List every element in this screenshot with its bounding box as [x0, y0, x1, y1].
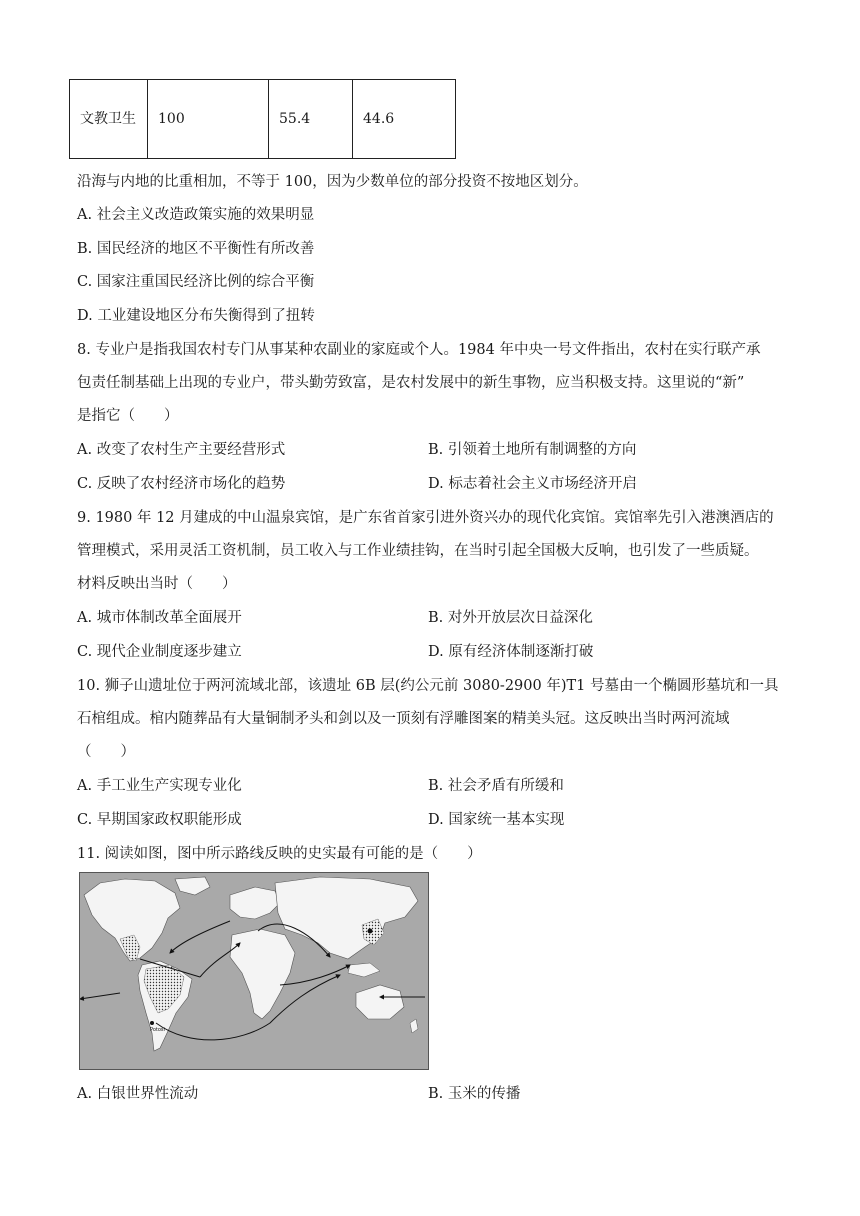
q8-option-b[interactable]: B. 引领着土地所有制调整的方向 — [428, 442, 637, 458]
q9-option-a[interactable]: A. 城市体制改革全面展开 — [77, 610, 242, 626]
q8-stem-line: 8. 专业户是指我国农村专门从事某种农副业的家庭或个人。1984 年中央一号文件指出，农村在实行联产承 — [77, 342, 761, 358]
q9-option-c[interactable]: C. 现代企业制度逐步建立 — [77, 644, 242, 660]
q10-stem-line: （ ） — [77, 744, 135, 760]
q8-option-d[interactable]: D. 标志着社会主义市场经济开启 — [428, 476, 637, 492]
table-cell-inland: 44.6 — [353, 80, 456, 159]
continent-north-america — [84, 877, 210, 961]
q8-option-a[interactable]: A. 改变了农村生产主要经营形式 — [77, 442, 286, 458]
q11-option-b[interactable]: B. 玉米的传播 — [428, 1086, 521, 1102]
q10-option-a[interactable]: A. 手工业生产实现专业化 — [77, 778, 242, 794]
table-cell-coastal: 55.4 — [269, 80, 353, 159]
q11-stem: 11. 阅读如图，图中所示路线反映的史实最有可能的是（ ） — [77, 846, 482, 862]
continent-australia — [356, 985, 418, 1033]
route-node — [368, 929, 373, 934]
q11-option-a[interactable]: A. 白银世界性流动 — [77, 1086, 199, 1102]
q9-option-b[interactable]: B. 对外开放层次日益深化 — [428, 610, 593, 626]
q7-option-b[interactable]: B. 国民经济的地区不平衡性有所改善 — [77, 241, 315, 257]
q10-option-b[interactable]: B. 社会矛盾有所缓和 — [428, 778, 564, 794]
q7-option-d[interactable]: D. 工业建设地区分布失衡得到了扭转 — [77, 308, 315, 324]
continent-south-america — [120, 935, 192, 1051]
continent-africa — [230, 929, 295, 1019]
continent-europe — [230, 887, 280, 919]
q9-stem-line: 管理模式，采用灵活工资机制，员工收入与工作业绩挂钩，在当时引起全国极大反响，也引发了一些质疑。 — [77, 543, 759, 559]
investment-table — [69, 79, 456, 159]
table-note: 沿海与内地的比重相加，不等于 100，因为少数单位的部分投资不按地区划分。 — [77, 174, 588, 190]
q9-stem-line: 材料反映出当时（ ） — [77, 576, 237, 592]
q10-stem-line: 10. 狮子山遗址位于两河流域北部，该遗址 6B 层(约公元前 3080-2900 年)T1 号墓由一个椭圆形墓坑和一具 — [77, 678, 779, 694]
table-cell-total: 100 — [148, 80, 269, 159]
route-node — [150, 1021, 154, 1025]
table-cell-sector: 文教卫生 — [70, 80, 148, 159]
q9-stem-line: 9. 1980 年 12 月建成的中山温泉宾馆，是广东省首家引进外资兴办的现代化宾馆。宾馆率先引入港澳酒店的 — [77, 510, 774, 526]
map-label-potosi: Potosi — [150, 1027, 165, 1033]
q7-option-a[interactable]: A. 社会主义改造政策实施的效果明显 — [77, 207, 315, 223]
q9-option-d[interactable]: D. 原有经济体制逐渐打破 — [428, 644, 594, 660]
q8-option-c[interactable]: C. 反映了农村经济市场化的趋势 — [77, 476, 286, 492]
q8-stem-line: 包责任制基础上出现的专业户，带头勤劳致富，是农村发展中的新生事物，应当积极支持。这里说的“新” — [77, 375, 745, 391]
world-trade-route-map — [79, 872, 429, 1070]
q10-option-d[interactable]: D. 国家统一基本实现 — [428, 812, 565, 828]
q7-option-c[interactable]: C. 国家注重国民经济比例的综合平衡 — [77, 274, 315, 290]
q10-option-c[interactable]: C. 早期国家政权职能形成 — [77, 812, 242, 828]
q10-stem-line: 石棺组成。棺内随葬品有大量铜制矛头和剑以及一顶刻有浮雕图案的精美头冠。这反映出当时两河流域 — [77, 711, 730, 727]
q8-stem-line: 是指它（ ） — [77, 408, 179, 424]
continent-asia — [275, 877, 418, 977]
table-row — [70, 80, 456, 159]
